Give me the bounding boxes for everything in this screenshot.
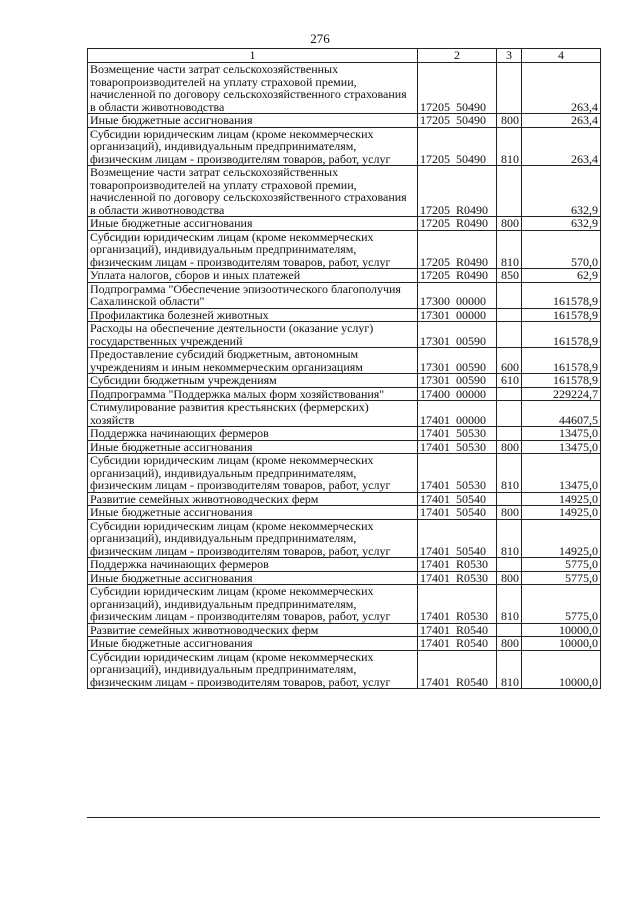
table-row <box>88 63 601 114</box>
row-sum-cell: 5775,0 <box>522 571 601 585</box>
row-sum-cell: 161578,9 <box>522 282 601 308</box>
row-sum-cell: 13475,0 <box>522 440 601 454</box>
row-vr-cell <box>497 492 522 506</box>
row-vr-cell <box>497 282 522 308</box>
row-code-cell: 17205 50490 <box>418 114 497 128</box>
table-row <box>88 374 601 388</box>
table-row <box>88 492 601 506</box>
table-row <box>88 440 601 454</box>
row-code-cell: 17401 50530 <box>418 454 497 493</box>
row-name-cell: Субсидии юридическим лицам (кроме некоммерческих организаций), индивидуальным предпринимателям, физическим лицам - производителям товаров, работ, услуг <box>88 127 418 166</box>
row-code-cell: 17401 R0540 <box>418 623 497 637</box>
row-code-cell: 17401 50540 <box>418 492 497 506</box>
row-code-cell: 17401 R0530 <box>418 558 497 572</box>
row-code-cell: 17401 50540 <box>418 519 497 558</box>
table-row <box>88 519 601 558</box>
row-name-cell: Субсидии юридическим лицам (кроме некоммерческих организаций), индивидуальным предпринимателям, физическим лицам - производителям товаров, работ, услуг <box>88 585 418 624</box>
table-row <box>88 650 601 689</box>
row-sum-cell: 14925,0 <box>522 519 601 558</box>
row-code-cell: 17205 R0490 <box>418 166 497 217</box>
table-body <box>88 63 601 689</box>
table-row <box>88 637 601 651</box>
page-number: 276 <box>310 31 330 46</box>
row-code-cell: 17401 50530 <box>418 440 497 454</box>
row-vr-cell: 800 <box>497 506 522 520</box>
table-row <box>88 217 601 231</box>
row-name-cell: Стимулирование развития крестьянских (фермерских) хозяйств <box>88 401 418 427</box>
table-row <box>88 348 601 374</box>
table-row <box>88 166 601 217</box>
row-vr-cell: 850 <box>497 269 522 283</box>
row-code-cell: 17205 R0490 <box>418 269 497 283</box>
row-name-cell: Иные бюджетные ассигнования <box>88 571 418 585</box>
row-vr-cell: 800 <box>497 440 522 454</box>
table-row <box>88 269 601 283</box>
row-sum-cell: 161578,9 <box>522 374 601 388</box>
table-row <box>88 623 601 637</box>
row-name-cell: Иные бюджетные ассигнования <box>88 217 418 231</box>
budget-table <box>87 48 601 689</box>
row-sum-cell: 14925,0 <box>522 492 601 506</box>
row-sum-cell: 161578,9 <box>522 322 601 348</box>
row-code-cell: 17301 00000 <box>418 308 497 322</box>
table-row <box>88 427 601 441</box>
table-row <box>88 571 601 585</box>
row-sum-cell: 632,9 <box>522 166 601 217</box>
table-row <box>88 322 601 348</box>
row-code-cell: 17205 50490 <box>418 63 497 114</box>
row-code-cell: 17300 00000 <box>418 282 497 308</box>
header-col-4: 4 <box>522 49 601 63</box>
row-code-cell: 17205 50490 <box>418 127 497 166</box>
row-vr-cell <box>497 427 522 441</box>
row-vr-cell <box>497 322 522 348</box>
row-sum-cell: 632,9 <box>522 217 601 231</box>
row-vr-cell: 810 <box>497 650 522 689</box>
row-sum-cell: 229224,7 <box>522 387 601 401</box>
row-name-cell: Иные бюджетные ассигнования <box>88 637 418 651</box>
row-name-cell: Возмещение части затрат сельскохозяйственных товаропроизводителей на уплату страховой премии, начисленной по договору сельскохозяйственного страхования в области животноводства <box>88 166 418 217</box>
row-code-cell: 17301 00590 <box>418 348 497 374</box>
row-sum-cell: 14925,0 <box>522 506 601 520</box>
row-name-cell: Профилактика болезней животных <box>88 308 418 322</box>
row-vr-cell: 810 <box>497 454 522 493</box>
row-code-cell: 17401 50540 <box>418 506 497 520</box>
table-row <box>88 387 601 401</box>
row-name-cell: Поддержка начинающих фермеров <box>88 427 418 441</box>
row-name-cell: Субсидии юридическим лицам (кроме некоммерческих организаций), индивидуальным предпринимателям, физическим лицам - производителям товаров, работ, услуг <box>88 519 418 558</box>
row-vr-cell <box>497 387 522 401</box>
row-sum-cell: 263,4 <box>522 63 601 114</box>
row-vr-cell: 810 <box>497 519 522 558</box>
row-vr-cell <box>497 558 522 572</box>
row-name-cell: Субсидии юридическим лицам (кроме некоммерческих организаций), индивидуальным предпринимателям, физическим лицам - производителям товаров, работ, услуг <box>88 230 418 269</box>
row-code-cell: 17401 R0540 <box>418 637 497 651</box>
row-code-cell: 17401 R0540 <box>418 650 497 689</box>
row-vr-cell: 810 <box>497 127 522 166</box>
table-row <box>88 585 601 624</box>
row-name-cell: Подпрограмма "Поддержка малых форм хозяйствования" <box>88 387 418 401</box>
row-name-cell: Иные бюджетные ассигнования <box>88 114 418 128</box>
row-vr-cell <box>497 623 522 637</box>
table-row <box>88 282 601 308</box>
row-vr-cell: 800 <box>497 217 522 231</box>
table-row <box>88 230 601 269</box>
row-sum-cell: 10000,0 <box>522 650 601 689</box>
header-col-3: 3 <box>497 49 522 63</box>
row-name-cell: Субсидии бюджетным учреждениям <box>88 374 418 388</box>
table-header <box>88 49 601 63</box>
row-sum-cell: 263,4 <box>522 127 601 166</box>
header-col-2: 2 <box>418 49 497 63</box>
row-vr-cell: 800 <box>497 571 522 585</box>
row-sum-cell: 570,0 <box>522 230 601 269</box>
row-code-cell: 17205 R0490 <box>418 230 497 269</box>
table-row <box>88 308 601 322</box>
row-vr-cell: 810 <box>497 230 522 269</box>
row-name-cell: Возмещение части затрат сельскохозяйственных товаропроизводителей на уплату страховой премии, начисленной по договору сельскохозяйственного страхования в области животноводства <box>88 63 418 114</box>
row-sum-cell: 10000,0 <box>522 637 601 651</box>
row-vr-cell <box>497 308 522 322</box>
header-col-1: 1 <box>88 49 418 63</box>
row-vr-cell <box>497 63 522 114</box>
row-vr-cell: 600 <box>497 348 522 374</box>
row-name-cell: Предоставление субсидий бюджетным, автономным учреждениям и иным некоммерческим организациям <box>88 348 418 374</box>
row-vr-cell: 800 <box>497 114 522 128</box>
row-code-cell: 17301 00590 <box>418 374 497 388</box>
row-vr-cell: 800 <box>497 637 522 651</box>
row-name-cell: Развитие семейных животноводческих ферм <box>88 492 418 506</box>
row-code-cell: 17301 00590 <box>418 322 497 348</box>
table-bottom-rule <box>87 817 600 818</box>
row-vr-cell: 610 <box>497 374 522 388</box>
row-vr-cell <box>497 401 522 427</box>
row-sum-cell: 161578,9 <box>522 348 601 374</box>
row-code-cell: 17401 R0530 <box>418 571 497 585</box>
row-vr-cell <box>497 166 522 217</box>
row-code-cell: 17400 00000 <box>418 387 497 401</box>
header-row <box>88 49 601 63</box>
row-code-cell: 17401 00000 <box>418 401 497 427</box>
row-sum-cell: 13475,0 <box>522 454 601 493</box>
row-code-cell: 17401 50530 <box>418 427 497 441</box>
row-name-cell: Поддержка начинающих фермеров <box>88 558 418 572</box>
table-row <box>88 114 601 128</box>
row-name-cell: Иные бюджетные ассигнования <box>88 506 418 520</box>
row-sum-cell: 5775,0 <box>522 558 601 572</box>
table-row <box>88 127 601 166</box>
table-row <box>88 454 601 493</box>
row-name-cell: Развитие семейных животноводческих ферм <box>88 623 418 637</box>
row-sum-cell: 44607,5 <box>522 401 601 427</box>
row-name-cell: Субсидии юридическим лицам (кроме некоммерческих организаций), индивидуальным предпринимателям, физическим лицам - производителям товаров, работ, услуг <box>88 454 418 493</box>
row-name-cell: Иные бюджетные ассигнования <box>88 440 418 454</box>
row-code-cell: 17205 R0490 <box>418 217 497 231</box>
row-vr-cell: 810 <box>497 585 522 624</box>
row-name-cell: Субсидии юридическим лицам (кроме некоммерческих организаций), индивидуальным предпринимателям, физическим лицам - производителям товаров, работ, услуг <box>88 650 418 689</box>
row-name-cell: Подпрограмма "Обеспечение эпизоотического благополучия Сахалинской области" <box>88 282 418 308</box>
row-name-cell: Уплата налогов, сборов и иных платежей <box>88 269 418 283</box>
table-row <box>88 558 601 572</box>
row-name-cell: Расходы на обеспечение деятельности (оказание услуг) государственных учреждений <box>88 322 418 348</box>
row-sum-cell: 161578,9 <box>522 308 601 322</box>
row-sum-cell: 13475,0 <box>522 427 601 441</box>
row-sum-cell: 263,4 <box>522 114 601 128</box>
row-sum-cell: 62,9 <box>522 269 601 283</box>
row-sum-cell: 5775,0 <box>522 585 601 624</box>
table-row <box>88 401 601 427</box>
row-code-cell: 17401 R0530 <box>418 585 497 624</box>
table-row <box>88 506 601 520</box>
row-sum-cell: 10000,0 <box>522 623 601 637</box>
